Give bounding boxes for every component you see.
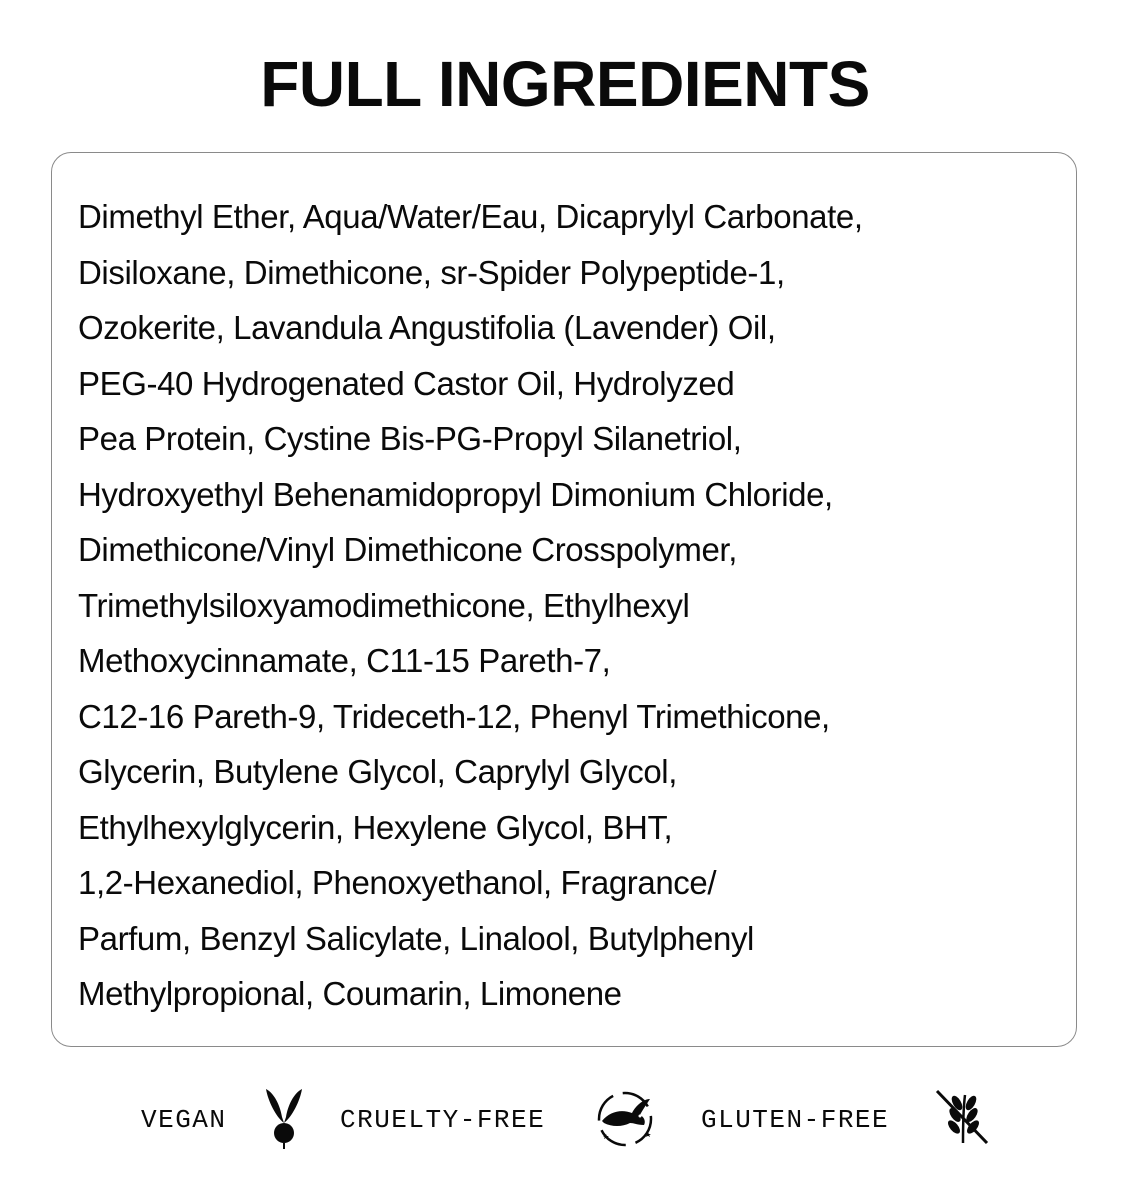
ingredients-line: Ethylhexylglycerin, Hexylene Glycol, BHT, bbox=[78, 808, 673, 846]
page-title: FULL INGREDIENTS bbox=[260, 48, 870, 120]
ingredients-line: Trimethylsiloxyamodimethicone, Ethylhexyl bbox=[78, 586, 690, 624]
vegan-label: VEGAN bbox=[141, 1105, 227, 1135]
ingredients-line: Methylpropional, Coumarin, Limonene bbox=[78, 975, 622, 1012]
ingredients-line: 1,2-Hexanediol, Phenoxyethanol, Fragrance/ bbox=[78, 864, 717, 901]
ingredients-line: Dimethyl Ether, Aqua/Water/Eau, Dicaprylyl Carbonate, bbox=[78, 198, 863, 235]
ingredients-panel bbox=[51, 152, 1077, 1047]
ingredients-line: Ozokerite, Lavandula Angustifolia (Lavender) Oil, bbox=[78, 309, 776, 346]
leaping-bunny-icon bbox=[592, 1087, 658, 1156]
gluten-free-label: GLUTEN-FREE bbox=[701, 1105, 890, 1135]
ingredients-line: Dimethicone/Vinyl Dimethicone Crosspolymer, bbox=[78, 531, 737, 568]
ingredients-line: Parfum, Benzyl Salicylate, Linalool, Butylphenyl bbox=[78, 919, 754, 957]
ingredients-line: Disiloxane, Dimethicone, sr-Spider Polypeptide-1, bbox=[78, 253, 785, 291]
certification-badges bbox=[0, 1085, 1130, 1155]
crossed-wheat-icon bbox=[933, 1087, 991, 1152]
ingredients-line: Pea Protein, Cystine Bis-PG-Propyl Silanetriol, bbox=[78, 420, 742, 457]
ingredients-list bbox=[78, 189, 863, 1022]
ingredients-line: Methoxycinnamate, C11-15 Pareth-7, bbox=[78, 642, 611, 679]
ingredients-line: Glycerin, Butylene Glycol, Caprylyl Glycol, bbox=[78, 753, 677, 790]
ingredients-line: C12-16 Pareth-9, Trideceth-12, Phenyl Trimethicone, bbox=[78, 697, 830, 735]
ingredients-line: Hydroxyethyl Behenamidopropyl Dimonium Chloride, bbox=[78, 475, 833, 513]
radish-icon bbox=[258, 1087, 310, 1156]
cruelty-free-label: CRUELTY-FREE bbox=[340, 1105, 546, 1135]
ingredients-line: PEG-40 Hydrogenated Castor Oil, Hydrolyzed bbox=[78, 364, 735, 402]
